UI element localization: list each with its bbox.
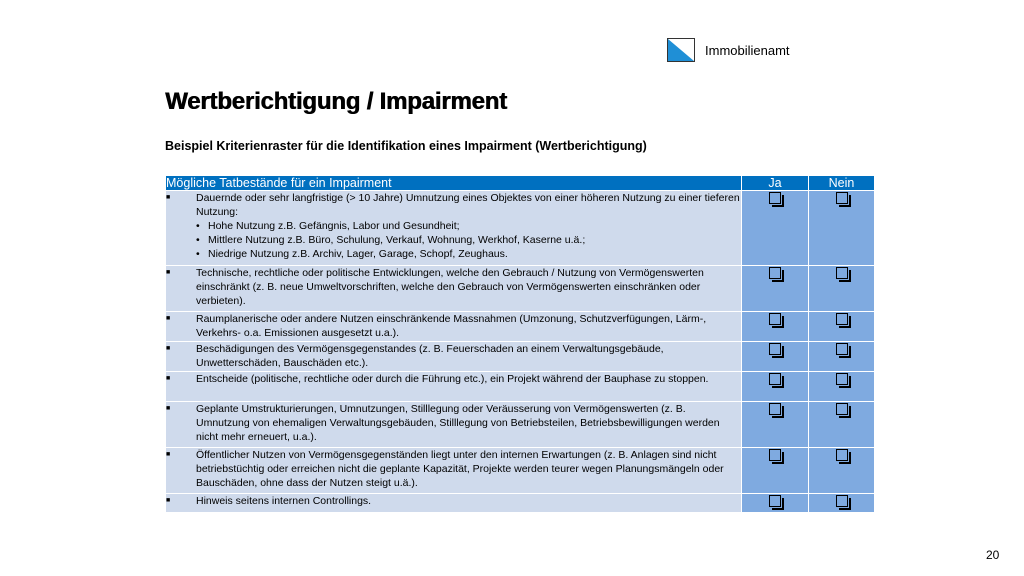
canton-shield-icon [668, 39, 694, 61]
checkbox-yes[interactable] [769, 373, 781, 385]
page-subtitle: Beispiel Kriterienraster für die Identifikation eines Impairment (Wertberichtigung) [165, 139, 647, 153]
checkbox-no[interactable] [836, 343, 848, 355]
checkbox-yes[interactable] [769, 403, 781, 415]
criterion-item [166, 448, 741, 490]
answer-cell-yes [742, 448, 809, 494]
criterion-item [166, 312, 741, 340]
checkbox-no[interactable] [836, 267, 848, 279]
table-header-row [166, 176, 875, 191]
checkbox-no[interactable] [836, 449, 848, 461]
page-title: Wertberichtigung / Impairment [165, 88, 507, 115]
answer-cell-no [809, 372, 875, 402]
table-row [166, 448, 875, 494]
square-bullet-icon: ■ [166, 345, 171, 352]
subitem-text: Mittlere Nutzung z.B. Büro, Schulung, Verkauf, Wohnung, Werkhof, Kaserne u.ä.; [208, 234, 586, 246]
subitem-text: Niedrige Nutzung z.B. Archiv, Lager, Garage, Schopf, Zeughaus. [208, 248, 508, 260]
criterion-text: Beschädigungen des Vermögensgegenstandes (z. B. Feuerschaden an einem Verwaltungsgebäude, Unwetterschäden, Bauschäden etc.). [196, 343, 664, 369]
dot-bullet-icon: • [196, 234, 200, 246]
checkbox-no[interactable] [836, 373, 848, 385]
answer-cell-no [809, 402, 875, 448]
criterion-text: Raumplanerische oder andere Nutzen einschränkende Massnahmen (Umzonung, Schutzverfügungen, Lärm-, Verkehrs- o.a. Emissionen ausgesetzt u.a.). [196, 313, 707, 339]
table-row [166, 342, 875, 372]
square-bullet-icon: ■ [166, 269, 171, 276]
square-bullet-icon: ■ [166, 497, 171, 504]
canton-logo [667, 38, 695, 62]
org-name: Immobilienamt [705, 43, 790, 58]
answer-cell-yes [742, 191, 809, 266]
answer-cell-no [809, 312, 875, 342]
checkbox-no[interactable] [836, 495, 848, 507]
square-bullet-icon: ■ [166, 315, 171, 322]
criterion-item [166, 191, 741, 219]
table-row [166, 402, 875, 448]
square-bullet-icon: ■ [166, 375, 171, 382]
criterion-item [166, 342, 741, 370]
table-body [166, 191, 875, 513]
checkbox-yes[interactable] [769, 267, 781, 279]
dot-bullet-icon: • [196, 248, 200, 260]
answer-cell-yes [742, 266, 809, 312]
checkbox-yes[interactable] [769, 495, 781, 507]
checkbox-yes[interactable] [769, 313, 781, 325]
table-row [166, 312, 875, 342]
criterion-subitem [196, 247, 741, 261]
answer-cell-no [809, 266, 875, 312]
criterion-text: Dauernde oder sehr langfristige (> 10 Jahre) Umnutzung eines Objektes von einer höheren Nutzung zu einer tieferen Nutzung: [196, 192, 740, 218]
criterion-text: Technische, rechtliche oder politische Entwicklungen, welche den Gebrauch / Nutzung von Vermögenswerten einschränkt (z. B. neue Umweltvorschriften, welche den Gebrauch von Vermögenswerten einschränken oder verbieten). [196, 267, 704, 307]
square-bullet-icon: ■ [166, 451, 171, 458]
criterion-cell [166, 402, 742, 448]
table-row [166, 372, 875, 402]
criterion-subitem [196, 219, 741, 233]
checkbox-no[interactable] [836, 313, 848, 325]
dot-bullet-icon: • [196, 220, 200, 232]
answer-cell-yes [742, 494, 809, 513]
answer-cell-yes [742, 342, 809, 372]
criterion-cell [166, 494, 742, 513]
criterion-text: Hinweis seitens internen Controllings. [196, 495, 372, 507]
checkbox-yes[interactable] [769, 449, 781, 461]
criterion-cell [166, 448, 742, 494]
column-header-no: Nein [809, 176, 875, 191]
table-row [166, 266, 875, 312]
checkbox-no[interactable] [836, 192, 848, 204]
answer-cell-no [809, 494, 875, 513]
criterion-item [166, 494, 741, 508]
criterion-cell [166, 266, 742, 312]
criteria-table [165, 175, 875, 513]
column-header-yes: Ja [742, 176, 809, 191]
answer-cell-yes [742, 402, 809, 448]
square-bullet-icon: ■ [166, 405, 171, 412]
answer-cell-no [809, 448, 875, 494]
criterion-item [166, 372, 741, 386]
checkbox-no[interactable] [836, 403, 848, 415]
answer-cell-yes [742, 312, 809, 342]
square-bullet-icon: ■ [166, 194, 171, 201]
table-row [166, 494, 875, 513]
answer-cell-no [809, 342, 875, 372]
checkbox-yes[interactable] [769, 192, 781, 204]
criterion-item [166, 402, 741, 444]
criterion-text: Entscheide (politische, rechtliche oder durch die Führung etc.), ein Projekt während der Bauphase zu stoppen. [196, 373, 709, 385]
subitem-text: Hohe Nutzung z.B. Gefängnis, Labor und Gesundheit; [208, 220, 460, 232]
column-header-criteria: Mögliche Tatbestände für ein Impairment [166, 176, 742, 191]
page-number: 20 [986, 548, 1000, 562]
criterion-subitem [196, 233, 741, 247]
answer-cell-no [809, 191, 875, 266]
checkbox-yes[interactable] [769, 343, 781, 355]
criterion-text: Geplante Umstrukturierungen, Umnutzungen, Stilllegung oder Veräusserung von Vermögenswerten (z. B. Umnutzung von ehemaligen Verwaltungsgebäuden, Stilllegung von Betriebsteilen, Betriebsbewilligungen werden nicht mehr erneuert, u.a.). [196, 403, 720, 443]
answer-cell-yes [742, 372, 809, 402]
criterion-cell [166, 372, 742, 402]
criterion-cell [166, 342, 742, 372]
criterion-cell [166, 191, 742, 266]
criterion-cell [166, 312, 742, 342]
criterion-text: Öffentlicher Nutzen von Vermögensgegenständen liegt unter den internen Erwartungen (z. B. Anlagen sind nicht betriebstüchtig oder erreichen nicht die geplante Kapazität, Projekte werden teurer wegen Planungsmängeln oder Bauschäden, ohne dass der Nutzen steigt u.ä.). [196, 449, 724, 489]
criterion-item [166, 266, 741, 308]
table-row [166, 191, 875, 266]
